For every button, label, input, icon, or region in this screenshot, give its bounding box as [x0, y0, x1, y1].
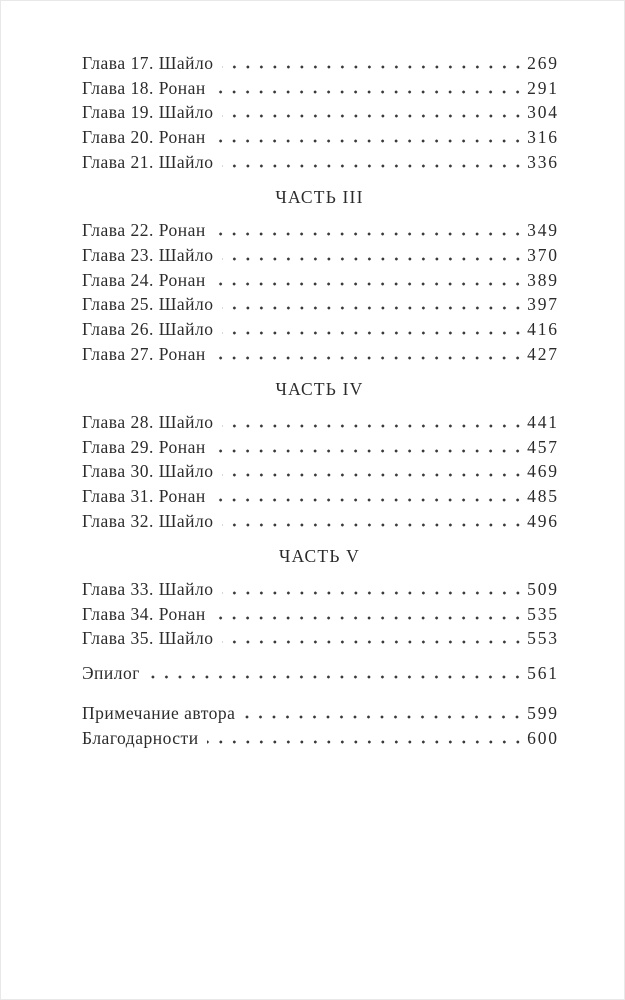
toc-entry — [82, 51, 557, 76]
toc-entry-label: Глава 17. Шайло — [82, 53, 214, 73]
toc-entry — [82, 150, 557, 175]
toc-entry — [82, 602, 557, 627]
toc-entry — [82, 317, 557, 342]
toc-entry-page-number: 304 — [527, 102, 559, 123]
dot-leader — [222, 65, 525, 69]
dot-leader — [214, 90, 524, 94]
toc-entry-group — [82, 701, 557, 750]
dot-leader — [207, 740, 525, 744]
dot-leader — [222, 306, 525, 310]
dot-leader — [214, 616, 524, 620]
toc-entry-page-number: 336 — [527, 151, 559, 172]
toc-entry — [82, 626, 557, 651]
toc-entry-page-number: 599 — [527, 702, 559, 723]
dot-leader — [214, 139, 524, 143]
toc-entry-page-number: 370 — [527, 244, 559, 265]
dot-leader — [214, 282, 524, 286]
dot-leader — [222, 523, 525, 527]
toc-entry-page-number: 496 — [527, 510, 559, 531]
toc-entry-page-number: 553 — [527, 628, 559, 649]
dot-leader — [214, 449, 524, 453]
toc-entry — [82, 484, 557, 509]
table-of-contents — [1, 1, 624, 750]
toc-entry-label: Глава 34. Ронан — [82, 603, 206, 624]
toc-entry-page-number: 441 — [527, 411, 559, 432]
toc-entry-label: Глава 32. Шайло — [82, 510, 214, 531]
toc-entry — [82, 125, 557, 150]
toc-entry-page-number: 427 — [527, 343, 559, 364]
toc-entry — [82, 509, 557, 534]
toc-entry-label: Глава 18. Ронан — [82, 77, 206, 98]
dot-leader — [243, 715, 524, 719]
toc-entry-label: Глава 25. Шайло — [82, 294, 214, 315]
toc-entry-page-number: 269 — [527, 53, 559, 73]
dot-leader — [222, 591, 525, 595]
toc-entry-label: Глава 29. Ронан — [82, 436, 206, 457]
toc-entry-label: Глава 33. Шайло — [82, 579, 214, 600]
toc-entry-label: Глава 28. Шайло — [82, 411, 214, 432]
toc-entry-label: Глава 31. Ронан — [82, 486, 206, 506]
toc-entry-page-number: 389 — [527, 269, 559, 290]
toc-entry-label: Примечание автора — [82, 702, 236, 723]
dot-leader — [222, 114, 525, 118]
toc-entry-page-number: 316 — [527, 127, 559, 148]
toc-entry-label: Глава 19. Шайло — [82, 102, 214, 123]
toc-entry — [82, 76, 557, 101]
toc-entry — [82, 292, 557, 317]
toc-entry-page-number: 509 — [527, 579, 559, 600]
toc-entry-label: Глава 27. Ронан — [82, 343, 206, 364]
toc-entry-page-number: 469 — [527, 461, 559, 482]
toc-entry-group — [82, 51, 557, 174]
toc-entry — [82, 218, 557, 243]
toc-entry — [82, 435, 557, 460]
toc-entry-label: Благодарности — [82, 727, 199, 748]
toc-entry-group — [82, 661, 557, 686]
toc-entry-page-number: 535 — [527, 603, 559, 624]
toc-entry — [82, 701, 557, 726]
part-header: ЧАСТЬ III — [275, 187, 364, 208]
dot-leader — [148, 675, 524, 679]
toc-entry — [82, 459, 557, 484]
toc-entry — [82, 577, 557, 602]
dot-leader — [214, 498, 524, 502]
toc-entry — [82, 243, 557, 268]
toc-entry — [82, 726, 557, 751]
toc-entry-label: Глава 22. Ронан — [82, 220, 206, 241]
toc-entry — [82, 410, 557, 435]
toc-entry — [82, 661, 557, 686]
toc-entry-label: Глава 26. Шайло — [82, 318, 214, 339]
toc-entry-page-number: 416 — [527, 318, 559, 339]
toc-entry-page-number: 349 — [527, 220, 559, 241]
toc-entry-label: Глава 20. Ронан — [82, 127, 206, 148]
toc-entry-page-number: 485 — [527, 486, 559, 506]
dot-leader — [222, 473, 525, 477]
toc-entry-label: Глава 21. Шайло — [82, 151, 214, 172]
toc-entry — [82, 100, 557, 125]
dot-leader — [222, 640, 525, 644]
toc-entry-group — [82, 218, 557, 366]
toc-entry-page-number: 600 — [527, 727, 559, 748]
toc-entry-label: Глава 35. Шайло — [82, 628, 214, 649]
toc-entry — [82, 268, 557, 293]
toc-entry-label: Эпилог — [82, 663, 140, 684]
toc-entry-page-number: 397 — [527, 294, 559, 315]
toc-entry-label: Глава 24. Ронан — [82, 269, 206, 290]
dot-leader — [214, 356, 524, 360]
toc-entry-group — [82, 577, 557, 651]
dot-leader — [222, 164, 525, 168]
toc-entry-label: Глава 30. Шайло — [82, 461, 214, 482]
dot-leader — [214, 232, 524, 236]
dot-leader — [222, 424, 525, 428]
toc-entry-page-number: 457 — [527, 436, 559, 457]
part-header: ЧАСТЬ V — [279, 546, 360, 567]
part-header: ЧАСТЬ IV — [275, 379, 364, 400]
toc-entry-page-number: 291 — [527, 77, 559, 98]
toc-entry — [82, 342, 557, 367]
toc-entry-label: Глава 23. Шайло — [82, 244, 214, 265]
toc-entry-page-number: 561 — [527, 663, 559, 684]
dot-leader — [222, 331, 525, 335]
toc-entry-group — [82, 410, 557, 533]
dot-leader — [222, 257, 525, 261]
